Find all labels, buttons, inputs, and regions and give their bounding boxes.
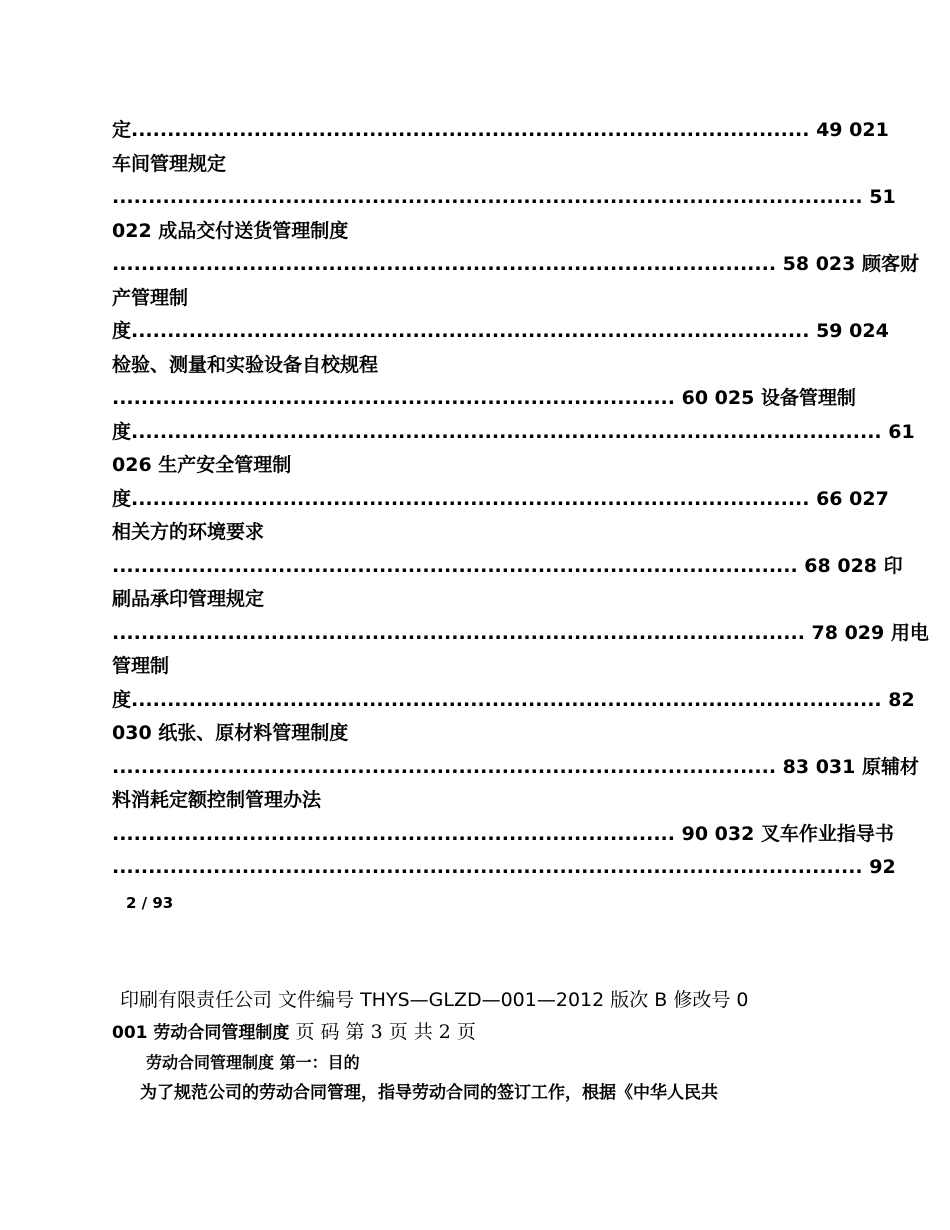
toc-line: 管理制 [112,655,170,677]
toc-line: ........................................................................................................ 92 [112,856,896,878]
document-title [112,1017,476,1044]
toc-line: 度.............................................................................................. 59 024 [112,320,889,342]
toc-line: 度........................................................................................................ 61 [112,420,915,443]
toc-line: ........................................................................................................ 51 [112,186,896,208]
toc-line: 022 成品交付送货管理制度 [112,219,349,242]
toc-line: ............................................................................................ 58 023 顾客财 [112,253,919,275]
table-of-contents [112,114,929,885]
toc-line: 刷品承印管理规定 [112,588,265,610]
toc-line: 026 生产安全管理制 [112,454,292,476]
toc-line: 030 纸张、原材料管理制度 [112,722,349,744]
toc-line: .............................................................................. 60 025 设备管理制 [112,387,856,409]
toc-line: 定.............................................................................................. 49 021 [112,119,889,141]
body-paragraph: 为了规范公司的劳动合同管理，指导劳动合同的签订工作，根据《中华人民共 [140,1083,718,1103]
toc-line: 车间管理规定 [112,152,227,175]
page-number: 2 / 93 [126,894,174,912]
toc-line: 相关方的环境要求 [112,521,265,543]
document-header: 印刷有限责任公司 文件编号 THYS—GLZD—001—2012 版次 B 修改号 0 [120,989,749,1011]
section-heading: 劳动合同管理制度 第一：目的 [146,1053,360,1072]
toc-line: ................................................................................................ 78 029 用电 [112,621,929,644]
toc-line: ............................................................................................... 68 028 印 [112,554,903,577]
toc-line: ............................................................................................ 83 031 原辅材 [112,755,919,778]
toc-line: 检验、测量和实验设备自校规程 [112,353,379,376]
document-page-info: 页 码 第 3 页 共 2 页 [289,1021,476,1043]
toc-line: 度........................................................................................................ 82 [112,688,915,711]
toc-line: 产管理制 [112,286,189,309]
toc-line: 料消耗定额控制管理办法 [112,789,322,811]
toc-line: 度.............................................................................................. 66 027 [112,487,889,510]
document-title-name: 001 劳动合同管理制度 [112,1023,290,1043]
toc-line: .............................................................................. 90 032 叉车作业指导书 [112,822,894,845]
